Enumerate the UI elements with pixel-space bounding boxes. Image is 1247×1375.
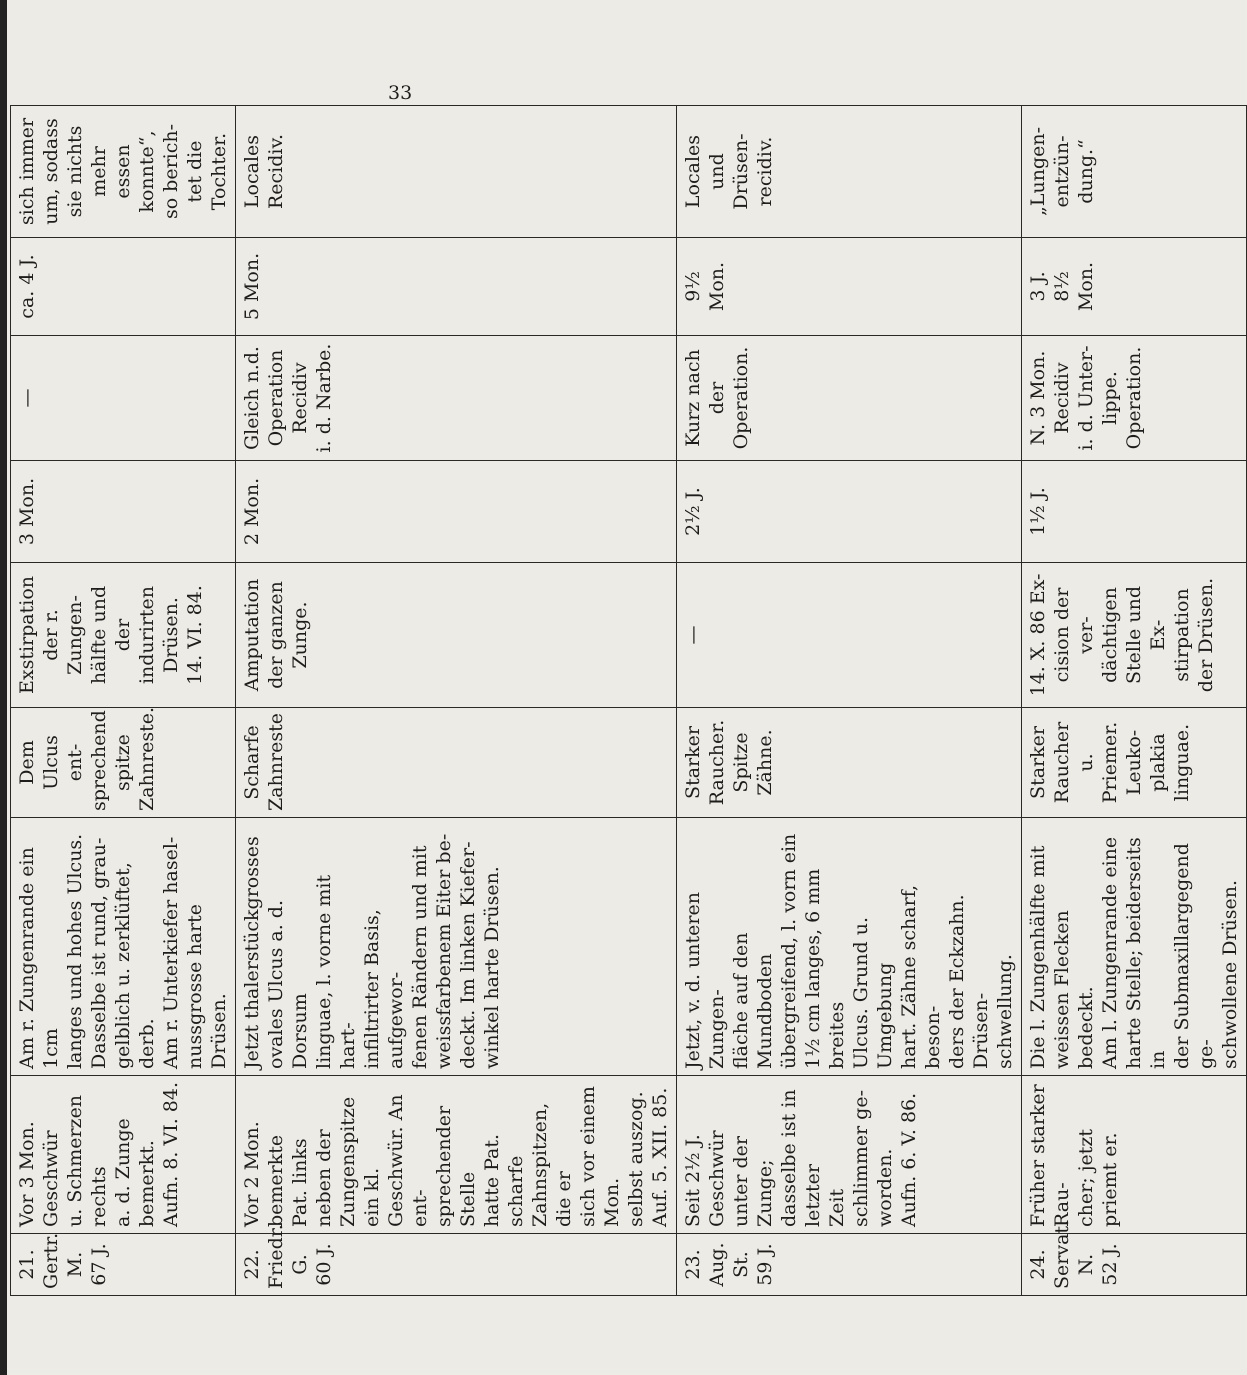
- findings-cell: Am r. Zungenrande ein 1cm langes und hohes Ulcus. Dasselbe ist rund, grau- gelblich u. zerklüftet, derb. Am r. Unterkiefer hasel- nussgrosse harte Drüsen.: [11, 818, 236, 1076]
- history-cell: Früher starker Rau- cher; jetzt priemt er.: [1022, 1076, 1247, 1234]
- duration-cell: 5 Mon.: [236, 238, 677, 336]
- page-edge-shadow: [0, 0, 7, 1375]
- interval-cell: 2½ J.: [677, 461, 1022, 563]
- findings-cell: Die l. Zungenhälfte mit weissen Flecken bedeckt. Am l. Zungenrande eine harte Stelle; beiderseits in der Submaxillargegend ge- schwollene Drüsen.: [1022, 818, 1247, 1076]
- patient-cell: 21. Gertr. M. 67 J.: [11, 1234, 236, 1296]
- operation-cell: 14. X. 86 Ex- cision der ver- dächtigen Stelle und Ex- stirpation der Drüsen.: [1022, 563, 1247, 708]
- recurrence-cell: —: [11, 336, 236, 461]
- outcome-cell: Locales Recidiv.: [236, 106, 677, 238]
- patient-cell: 23. Aug. St. 59 J.: [677, 1234, 1022, 1296]
- history-cell: Seit 2½ J. Geschwür unter der Zunge; dasselbe ist in letzter Zeit schlimmer ge- worden. Aufn. 6. V. 86.: [677, 1076, 1022, 1234]
- cause-cell: Starker Raucher u. Priemer. Leuko- plakia linguae.: [1022, 708, 1247, 818]
- operation-cell: Exstirpation der r. Zungen- hälfte und der indurirten Drüsen. 14. VI. 84.: [11, 563, 236, 708]
- duration-cell: 3 J. 8½ Mon.: [1022, 238, 1247, 336]
- case-row-22: [236, 106, 677, 1296]
- duration-cell: ca. 4 J.: [11, 238, 236, 336]
- recurrence-cell: Kurz nach der Operation.: [677, 336, 1022, 461]
- rotated-case-table-wrapper: [10, 106, 1241, 1296]
- recurrence-cell: N. 3 Mon. Recidiv i. d. Unter- lippe. Operation.: [1022, 336, 1247, 461]
- case-row-24: [1022, 106, 1247, 1296]
- page-number: 33: [388, 82, 413, 104]
- patient-cell: 22. Friedr. G. 60 J.: [236, 1234, 677, 1296]
- case-table: [10, 105, 1247, 1296]
- cause-cell: Scharfe Zahnreste: [236, 708, 677, 818]
- outcome-cell: Locales und Drüsen- recidiv.: [677, 106, 1022, 238]
- findings-cell: Jetzt, v. d. unteren Zungen- fläche auf den Mundboden übergreifend, l. vorn ein 1½ cm langes, 6 mm breites Ulcus. Grund u. Umgebung hart. Zähne scharf, beson- ders der Eckzahn. Drüsen- schwellung.: [677, 818, 1022, 1076]
- operation-cell: —: [677, 563, 1022, 708]
- history-cell: Vor 2 Mon. bemerkte Pat. links neben der Zungenspitze ein kl. Geschwür. An ent- sprechender Stelle hatte Pat. scharfe Zahnspitzen, die er sich vor einem Mon. selbst auszog. Auf. 5. XII. 85.: [236, 1076, 677, 1234]
- case-row-23: [677, 106, 1022, 1296]
- recurrence-cell: Gleich n.d. Operation Recidiv i. d. Narbe.: [236, 336, 677, 461]
- interval-cell: 2 Mon.: [236, 461, 677, 563]
- outcome-cell: sich immer um, sodass sie nichts mehr essen konnte“, so berich- tet die Tochter.: [11, 106, 236, 238]
- case-row-21: [11, 106, 236, 1296]
- findings-cell: Jetzt thalerstückgrosses ovales Ulcus a. d. Dorsum linguae, l. vorne mit hart- infiltrirter Basis, aufgewor- fenen Rändern und mit weissfarbenem Eiter be- deckt. Im linken Kiefer- winkel harte Drüsen.: [236, 818, 677, 1076]
- outcome-cell: „Lungen- entzün- dung.“: [1022, 106, 1247, 238]
- interval-cell: 1½ J.: [1022, 461, 1247, 563]
- history-cell: Vor 3 Mon. Geschwür u. Schmerzen rechts a. d. Zunge bemerkt. Aufn. 8. VI. 84.: [11, 1076, 236, 1234]
- patient-cell: 24. Servat. N. 52 J.: [1022, 1234, 1247, 1296]
- operation-cell: Amputation der ganzen Zunge.: [236, 563, 677, 708]
- cause-cell: Starker Raucher. Spitze Zähne.: [677, 708, 1022, 818]
- duration-cell: 9½ Mon.: [677, 238, 1022, 336]
- interval-cell: 3 Mon.: [11, 461, 236, 563]
- cause-cell: Dem Ulcus ent- sprechend spitze Zahnreste.: [11, 708, 236, 818]
